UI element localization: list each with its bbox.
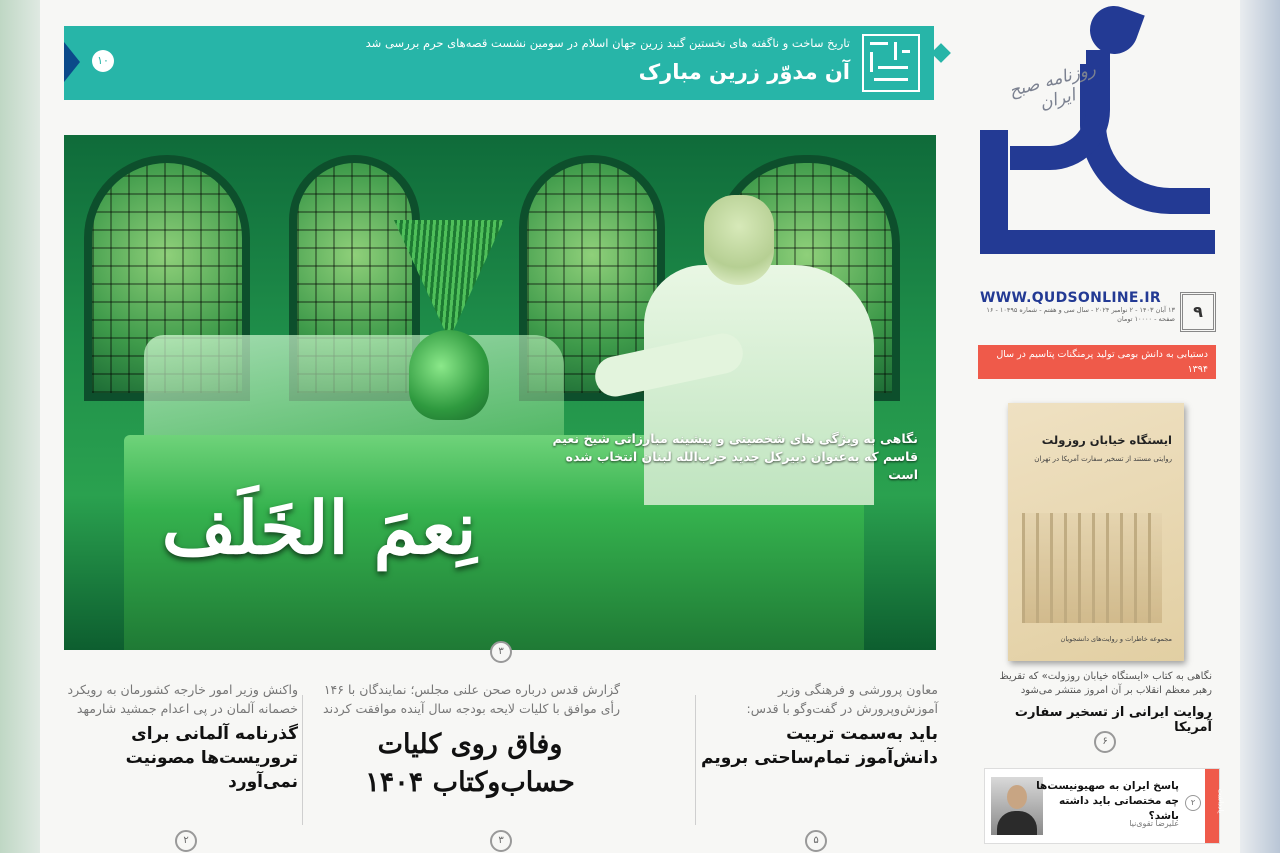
banner-page-number: ۱۰ (92, 50, 114, 72)
vase (409, 330, 489, 420)
hero-headline[interactable]: نِعمَ الخَلَف (161, 485, 477, 570)
column-headline[interactable]: گذرنامه آلمانی برای تروریست‌ها مصونیت نمی‌آورد (125, 724, 298, 792)
column-page-number: ۵ (805, 830, 827, 852)
banner-tip (931, 43, 951, 63)
hero-page-number: ۳ (490, 641, 512, 663)
column-kicker: گزارش قدس درباره صحن علنی مجلس؛ نمایندگان با ۱۴۶ رأی موافق با کلیات لایحه بودجه سال آینده موافقت کردند (323, 682, 620, 716)
column-kicker: معاون پرورشی و فرهنگی وزیر آموزش‌وپرورش در گفت‌وگو با قدس: (746, 682, 938, 716)
note-page-number: ۲ (1185, 795, 1201, 811)
book-page-number: ۶ (1094, 731, 1116, 753)
book-caption: نگاهی به کتاب «ایستگاه خیابان روزولت» که تقریظ رهبر معظم انقلاب بر آن امروز منتشر می‌شود (999, 671, 1212, 696)
masthead-subtitle: روزنامه صبح ایران (1006, 59, 1098, 114)
note-strip-label: یادداشت (1216, 788, 1225, 814)
column-headline[interactable]: وفاق روی کلیات حساب‌وکتاب ۱۴۰۴ (365, 729, 575, 798)
book-cover-title: ایستگاه خیابان روزولت (1041, 433, 1172, 447)
promo-box[interactable]: دستیابی به دانش بومی تولید پرمنگنات پتاسیم در سال ۱۳۹۴ (978, 345, 1216, 379)
page-number-box: ۹ (1180, 292, 1216, 332)
note-strip (1205, 769, 1225, 843)
column-education[interactable] (700, 680, 938, 770)
book-cover-footer: مجموعه خاطرات و روایت‌های دانشجویان (1060, 635, 1172, 643)
story-series-logo-icon (862, 34, 920, 92)
book-cover-image (1022, 513, 1162, 623)
issue-info: ۱۳ آبان ۱۴۰۳ - ۲ نوامبر ۲۰۲۴ - سال سی و هفتم - شماره ۱۰۴۹۵ - ۱۶ صفحه - ۱۰۰۰۰ تومان (986, 306, 1175, 323)
column-foreign-ministry[interactable] (60, 680, 298, 794)
note-title[interactable]: پاسخ ایران به صهیونیست‌ها چه مختصاتی باید داشته باشد؟ (1036, 780, 1179, 822)
background-right (1240, 0, 1280, 853)
hero-photo[interactable] (64, 135, 936, 650)
column-budget[interactable] (320, 680, 620, 802)
column-page-number: ۲ (175, 830, 197, 852)
note-author: علیرضا تقوی‌نیا (1129, 819, 1179, 828)
background-left (0, 0, 40, 853)
website-url[interactable]: WWW.QUDSONLINE.IR (980, 290, 1161, 306)
top-banner[interactable] (64, 26, 934, 100)
book-headline[interactable]: روایت ایرانی از تسخیر سفارت آمریکا (1014, 705, 1212, 735)
hero-caption: نگاهی به ویژگی های شخصیتی و پیشینه مبارزاتی شیخ نعیم قاسم که به‌عنوان دبیرکل جدید حزب‌الله لبنان انتخاب شده است (552, 431, 918, 482)
column-divider (695, 695, 696, 825)
newspaper-front-page (40, 0, 1240, 853)
column-headline[interactable]: باید به‌سمت تربیت دانش‌آموز تمام‌ساحتی برویم (701, 724, 938, 768)
book-cover-subtitle: روایتی مستند از تسخیر سفارت آمریکا در تهران (1034, 455, 1172, 463)
masthead-name (970, 0, 972, 1)
column-divider (302, 695, 303, 825)
masthead-logo[interactable] (970, 0, 1220, 290)
banner-title[interactable]: آن مدوّر زرین مبارک (638, 60, 850, 84)
tomb-cover (144, 335, 564, 445)
banner-arrow-icon (64, 42, 80, 82)
column-kicker: واکنش وزیر امور خارجه کشورمان به رویکرد خصمانه آلمان در پی اعدام جمشید شارمهد (67, 682, 298, 716)
column-page-number: ۳ (490, 830, 512, 852)
note-card[interactable] (984, 768, 1225, 844)
banner-subtitle: تاریخ ساخت و ناگفته های نخستین گنبد زرین جهان اسلام در سومین نشست قصه‌های حرم بررسی شد (365, 36, 850, 50)
book-cover[interactable] (1008, 403, 1184, 661)
